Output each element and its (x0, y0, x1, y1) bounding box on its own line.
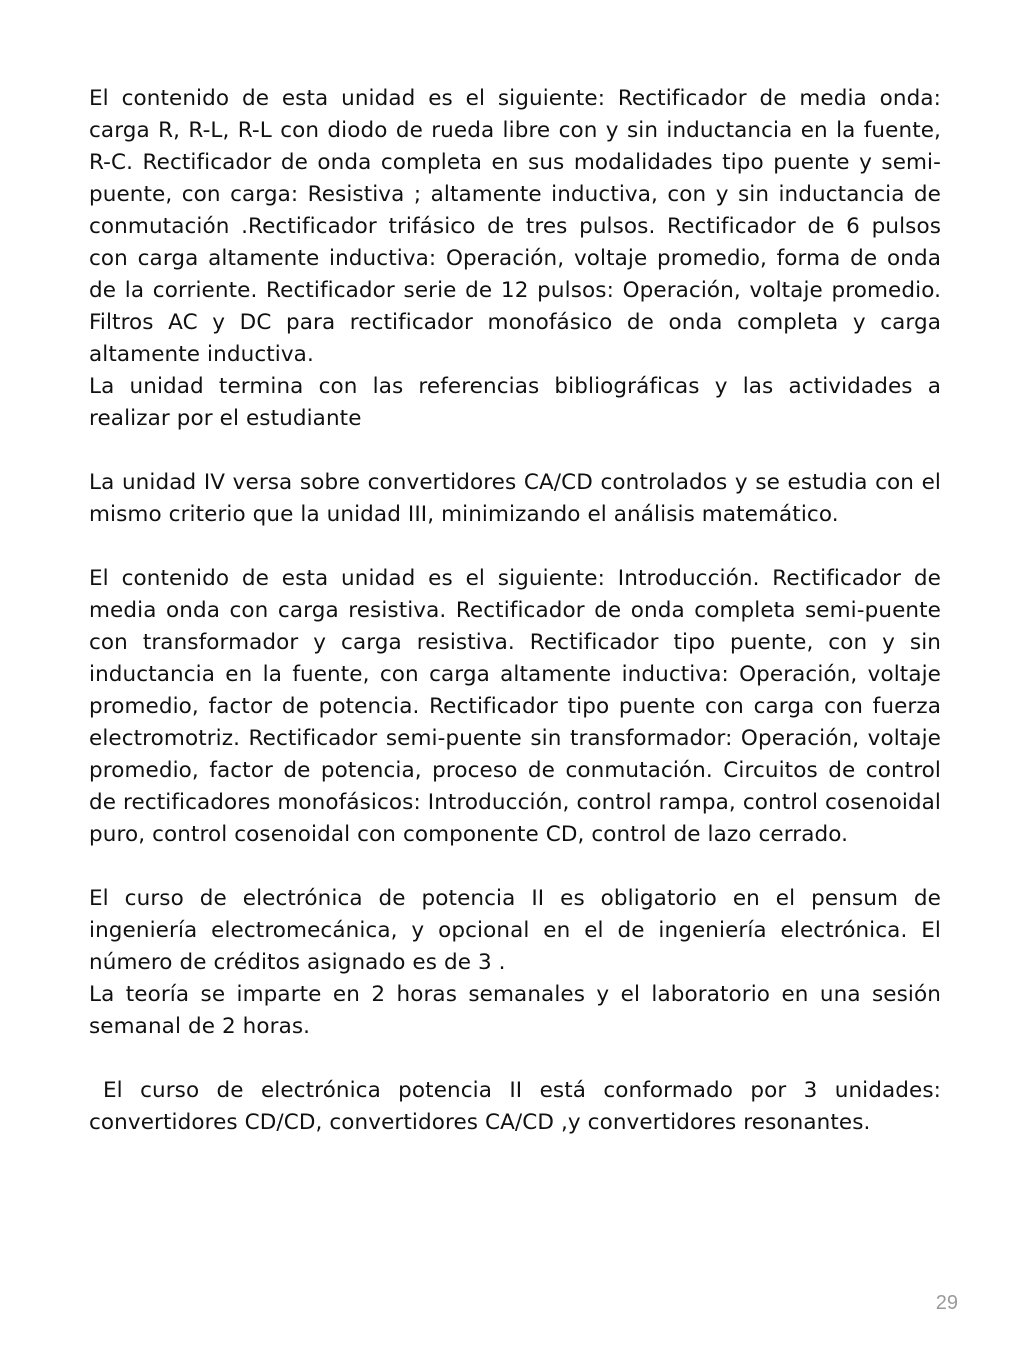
page-number: 29 (935, 1292, 958, 1314)
paragraph-course-schedule: La teoría se imparte en 2 horas semanales y el laboratorio en una sesión semanal de 2 horas. (89, 982, 941, 1039)
paragraph-unit-contents: El contenido de esta unidad es el siguiente: Rectificador de media onda: carga R, R-L, R-L con diodo de rueda libre con y sin inductancia en la fuente, R-C. Rectificador de onda completa en sus modalidades tipo puente y semi-puente, con carga: Resistiva ; altamente inductiva, con y sin inductancia de conmutación .Rectificador trifásico de tres pulsos. Rectificador de 6 pulsos con carga altamente inductiva: Operación, voltaje promedio, forma de onda de la corriente. Rectificador serie de 12 pulsos: Operación, voltaje promedio. Filtros AC y DC para rectificador monofásico de onda completa y carga altamente inductiva. (89, 86, 941, 367)
paragraph-unit-iv-intro: La unidad IV versa sobre convertidores CA/CD controlados y se estudia con el mismo criterio que la unidad III, minimizando el análisis matemático. (89, 470, 941, 527)
paragraph-unit-iv-contents: El contenido de esta unidad es el siguiente: Introducción. Rectificador de media onda con carga resistiva. Rectificador de onda completa semi-puente con transformador y carga resistiva. Rectificador tipo puente, con y sin inductancia en la fuente, con carga altamente inductiva: Operación, voltaje promedio, factor de potencia. Rectificador tipo puente con carga con fuerza electromotriz. Rectificador semi-puente sin transformador: Operación, voltaje promedio, factor de potencia, proceso de conmutación. Circuitos de control de rectificadores monofásicos: Introducción, control rampa, control cosenoidal puro, control cosenoidal con componente CD, control de lazo cerrado. (89, 566, 941, 847)
document-body (89, 83, 941, 1139)
paragraph-course-credits: El curso de electrónica de potencia II es obligatorio en el pensum de ingeniería electromecánica, y opcional en el de ingeniería electrónica. El número de créditos asignado es de 3 . (89, 886, 941, 975)
paragraph-course-units: El curso de electrónica potencia II está conformado por 3 unidades: convertidores CD/CD, convertidores CA/CD ,y convertidores resonantes. (89, 1078, 941, 1135)
paragraph-unit-closing: La unidad termina con las referencias bibliográficas y las actividades a realizar por el estudiante (89, 374, 941, 431)
